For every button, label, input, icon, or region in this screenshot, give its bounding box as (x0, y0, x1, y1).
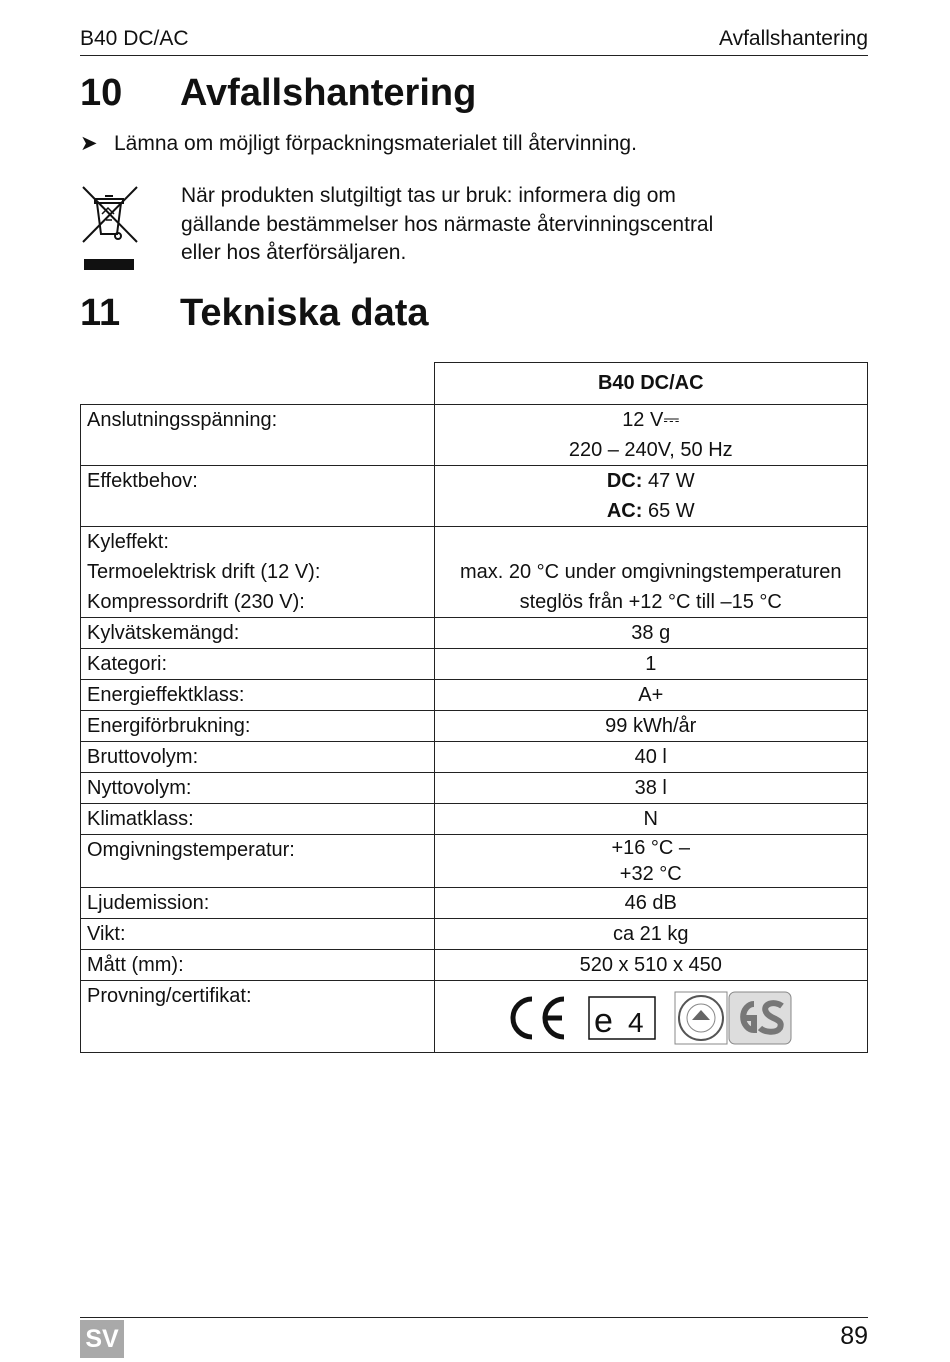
table-row (81, 804, 868, 835)
empty-cell (81, 363, 435, 405)
disposal-line: När produkten slutgiltigt tas ur bruk: informera dig om (181, 184, 676, 207)
row-label: Nyttovolym: (81, 773, 435, 804)
model-header: B40 DC/AC (434, 363, 868, 405)
arrow-bullet-icon: ➤ (80, 132, 98, 155)
section-number: 11 (80, 292, 121, 334)
row-label: Energiförbrukning: (81, 711, 435, 742)
row-label: Ljudemission: (81, 888, 435, 919)
row-value: N (434, 804, 868, 835)
disposal-text (181, 182, 841, 268)
row-value: 38 g (434, 618, 868, 649)
row-value (434, 981, 868, 1053)
row-value: 38 l (434, 773, 868, 804)
row-label: Omgivningstemperatur: (81, 835, 435, 888)
language-badge: SV (80, 1320, 124, 1358)
table-row (81, 742, 868, 773)
row-label: Vikt: (81, 919, 435, 950)
row-value: 40 l (434, 742, 868, 773)
row-label: Bruttovolym: (81, 742, 435, 773)
table-row (81, 981, 868, 1053)
row-label: Mått (mm): (81, 950, 435, 981)
row-label: Provning/certifikat: (81, 981, 435, 1053)
row-label: Energieffektklass: (81, 680, 435, 711)
row-value: +16 °C – +32 °C (434, 835, 868, 888)
header-model: B40 DC/AC (80, 27, 189, 50)
section-number: 10 (80, 72, 123, 114)
row-value: 46 dB (434, 888, 868, 919)
ac-value: 65 W (642, 500, 695, 522)
row-value: max. 20 °C under omgivningstemperaturen steglös från +12 °C till –15 °C (434, 527, 868, 618)
dc-value: 47 W (642, 470, 695, 492)
recycling-bullet (80, 131, 637, 156)
row-value: 520 x 510 x 450 (434, 950, 868, 981)
section-title: Tekniska data (180, 292, 429, 334)
page-number: 89 (840, 1322, 868, 1350)
disposal-line: gällande bestämmelser hos närmaste återvinningscentral (181, 212, 714, 236)
tuv-gs-mark-icon (674, 990, 794, 1046)
row-label: Klimatklass: (81, 804, 435, 835)
page-header (80, 25, 868, 56)
table-row (81, 527, 868, 618)
technical-data-table (80, 362, 868, 1053)
row-label: Kylvätskemängd: (81, 618, 435, 649)
bullet-text: Lämna om möjligt förpackningsmaterialet till återvinning. (114, 132, 637, 155)
row-value: ca 21 kg (434, 919, 868, 950)
crossed-out-bin-icon (80, 184, 140, 274)
table-row (81, 618, 868, 649)
row-value: A+ (434, 680, 868, 711)
dc-label: DC: (606, 470, 643, 492)
row-label: Kategori: (81, 649, 435, 680)
section-title: Avfallshantering (180, 72, 477, 114)
table-row (81, 405, 868, 466)
table-row (81, 773, 868, 804)
e4-mark-icon (588, 995, 656, 1041)
ac-label: AC: (606, 500, 643, 522)
row-value: 99 kWh/år (434, 711, 868, 742)
table-row (81, 835, 868, 888)
table-row (81, 888, 868, 919)
row-value: 12 V⎓ 220 – 240V, 50 Hz (434, 405, 868, 466)
certificate-marks (441, 988, 862, 1048)
table-row (81, 649, 868, 680)
header-chapter: Avfallshantering (718, 27, 868, 50)
svg-text:e: e (593, 1002, 613, 1040)
disposal-line: eller hos återförsäljaren. (181, 241, 407, 264)
row-value (434, 466, 868, 527)
row-label: Anslutningsspänning: (81, 405, 435, 466)
row-label: Effektbehov: (81, 466, 435, 527)
table-row (81, 466, 868, 527)
table-header-row (81, 363, 868, 405)
table-row (81, 680, 868, 711)
table-row (81, 950, 868, 981)
table-row (81, 919, 868, 950)
table-row (81, 711, 868, 742)
ce-mark-icon (508, 995, 570, 1041)
row-label: Kyleffekt: Termoelektrisk drift (12 V): Kompressordrift (230 V): (81, 527, 435, 618)
footer-divider (80, 1317, 868, 1318)
svg-text:4: 4 (627, 1007, 644, 1038)
row-value: 1 (434, 649, 868, 680)
